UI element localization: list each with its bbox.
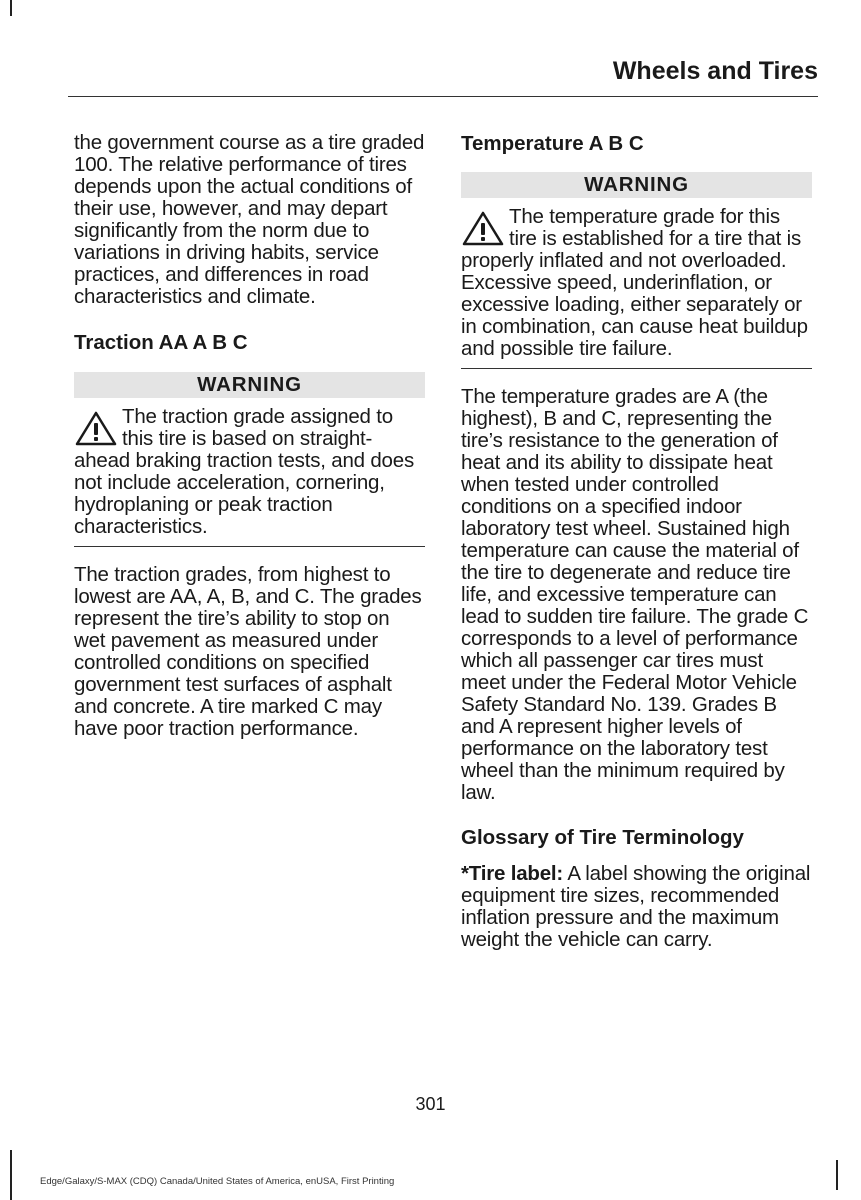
temperature-paragraph: The temperature grades are A (the highest), B and C, representing the tire’s resistance to the generation of heat and its ability to dissipate heat when tested under controlled conditions on a specified indoor laboratory test wheel. Sustained high temperature can cause the material of the tire to degenerate and reduce tire life, and excessive temperature can lead to sudden tire failure. The grade C corresponds to a level of performance which all passenger car tires must meet under the Federal Motor Vehicle Safety Standard No. 139. Grades B and A represent higher levels of performance on the laboratory test wheel than the minimum required by law. <box>461 385 809 804</box>
crop-mark <box>10 1150 12 1200</box>
warning-divider <box>461 368 812 369</box>
tire-label-definition <box>461 863 812 951</box>
warning-body <box>74 406 425 538</box>
warning-title: WARNING <box>461 172 812 198</box>
header-divider <box>68 96 818 97</box>
traction-warning <box>74 372 425 547</box>
crop-mark <box>836 1160 838 1190</box>
temperature-heading: Temperature A B C <box>461 132 644 155</box>
traction-paragraph: The traction grades, from highest to lowest are AA, A, B, and C. The grades represent the tire’s ability to stop on wet pavement as measured under controlled conditions on specified government test surfaces of asphalt and concrete. A tire marked C may have poor traction performance. <box>74 563 422 740</box>
edition-note: Edge/Galaxy/S-MAX (CDQ) Canada/United States of America, enUSA, First Printing <box>40 1176 395 1187</box>
right-column <box>461 132 812 951</box>
warning-triangle-icon <box>74 410 118 448</box>
page-title: Wheels and Tires <box>612 57 818 85</box>
warning-triangle-icon <box>461 210 505 248</box>
warning-body <box>461 206 812 360</box>
warning-text: The temperature grade for this tire is established for a tire that is properly inflated and not overloaded. Excessive speed, underinflation, or excessive loading, either separately or in combination, can cause heat buildup and possible tire failure. <box>461 205 808 360</box>
traction-heading: Traction AA A B C <box>74 331 248 354</box>
crop-mark <box>10 0 12 16</box>
tire-label-term: *Tire label: <box>461 862 564 885</box>
warning-title: WARNING <box>74 372 425 398</box>
temperature-warning <box>461 172 812 369</box>
intro-paragraph: the government course as a tire graded 100. The relative performance of tires depends upon the actual conditions of their use, however, and may depart significantly from the norm due to variations in driving habits, service practices, and differences in road characteristics and climate. <box>74 131 425 308</box>
warning-text: The traction grade assigned to this tire is based on straight-ahead braking traction tests, and does not include acceleration, cornering, hydroplaning or peak traction characteristics. <box>74 405 414 538</box>
warning-divider <box>74 546 425 547</box>
left-column <box>74 132 425 740</box>
page-number: 301 <box>415 1094 446 1114</box>
glossary-heading: Glossary of Tire Terminology <box>461 826 744 849</box>
tire-label-text: A label showing the original equipment tire sizes, recommended inflation pressure and the maximum weight the vehicle can carry. <box>461 862 811 951</box>
